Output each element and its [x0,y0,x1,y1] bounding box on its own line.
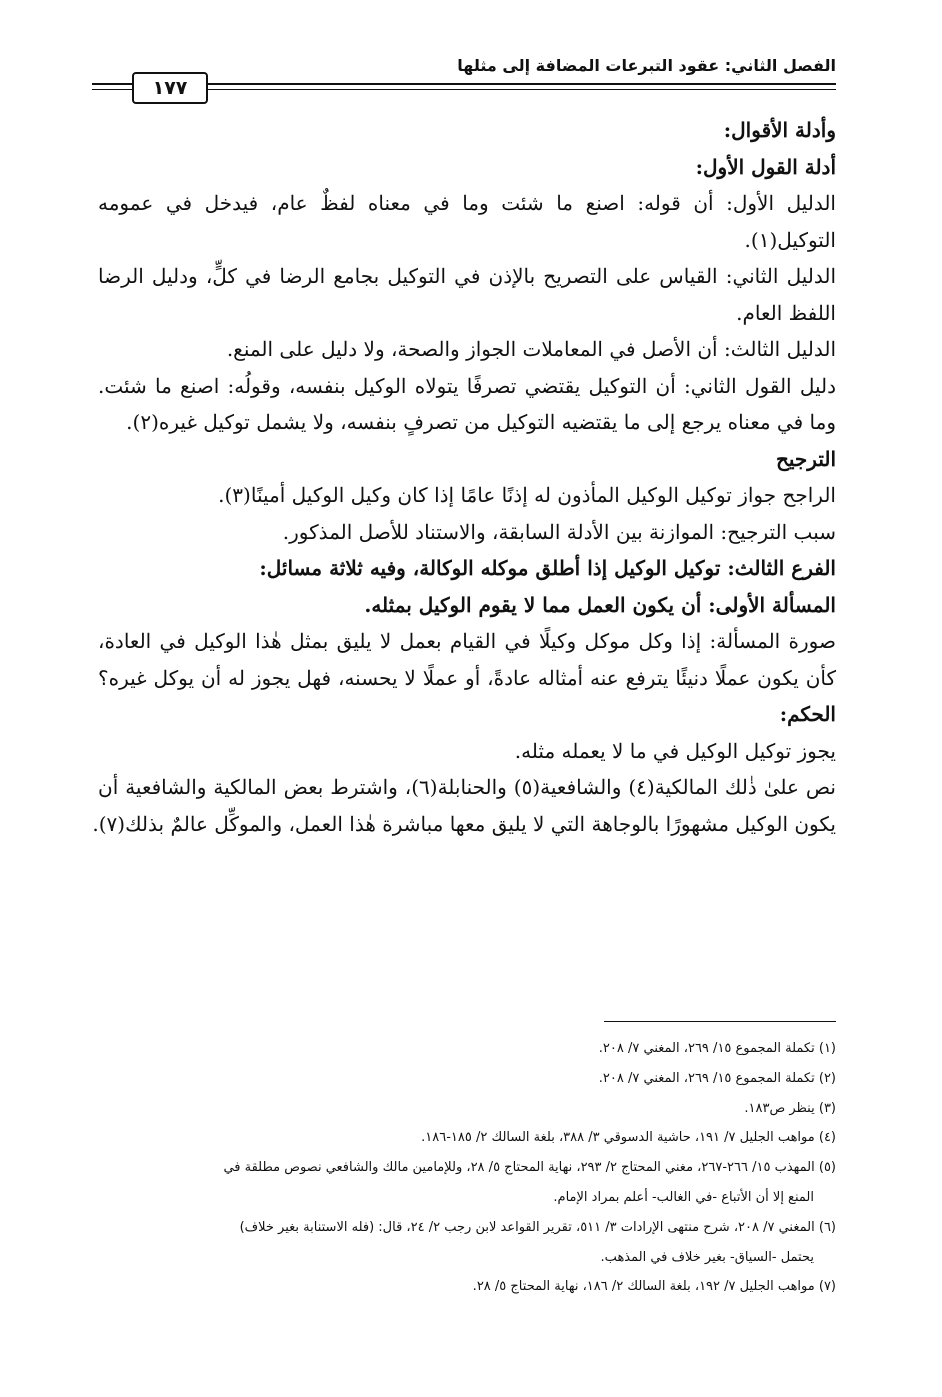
body-line: يكون الوكيل مشهورًا بالوجاهة التي لا يليق معها مباشرة هٰذا العمل، والموكِّل عالمٌ بذلك(٧). [92,811,836,836]
body-line: التوكيل(١). [744,227,836,252]
body-text [92,112,837,842]
footnote: (٤) مواهب الجليل ٧/ ١٩١، حاشية الدسوقي ٣/ ٣٨٨، بلغة السالك ٢/ ١٨٥-١٨٦. [421,1130,836,1146]
footnote: يحتمل -السياق- بغير خلاف في المذهب. [600,1249,814,1265]
running-header [92,52,836,102]
body-line: الدليل الثاني: القياس على التصريح بالإذن في التوكيل بجامع الرضا في كلٍّ، ودليل الرضا [98,264,836,288]
body-line: اللفظ العام. [736,300,836,325]
footnote: (١) تكملة المجموع ١٥/ ٢٦٩، المغني ٧/ ٢٠٨. [598,1041,836,1056]
body-line: الدليل الأول: أن قوله: اصنع ما شئت وما في معناه لفظٌ عام، فيدخل في عمومه [98,191,836,215]
body-line: الحكم: [779,702,836,726]
body-line: الراجح جواز توكيل الوكيل المأذون له إذنًا عامًا إذا كان وكيل الوكيل أمينًا(٣). [218,483,836,507]
footnote: المنع إلا أن الأتباع -في الغالب- أعلم بمراد الإمام. [553,1189,814,1205]
body-line: وما في معناه يرجع إلى ما يقتضيه التوكيل من تصرفٍ بنفسه، ولا يشمل توكيل غيره(٢). [126,410,836,434]
page-number: ١٧٧ [132,72,208,104]
footnote: (٣) ينظر ص١٨٣. [744,1100,836,1116]
body-line: كأن يكون عملًا دنيئًا يترفع عنه أمثاله عادةً، أو عملًا لا يحسنه، فهل يجوز له أن يوكل غيره؟ [98,665,836,690]
footnote: (٧) مواهب الجليل ٧/ ١٩٢، بلغة السالك ٢/ ١٨٦، نهاية المحتاج ٥/ ٢٨. [472,1279,836,1295]
body-line: دليل القول الثاني: أن التوكيل يقتضي تصرفًا يتولاه الوكيل بنفسه، وقولُه: اصنع ما شئت. [98,373,837,398]
footnote: (٥) المهذب ١٥/ ٢٦٦-٢٦٧، مغني المحتاج ٢/ ٢٩٣، نهاية المحتاج ٥/ ٢٨، وللإمامين مالك والشافعي نصوص مطلقة في [223,1160,836,1176]
body-line: سبب الترجيح: الموازنة بين الأدلة السابقة، والاستناد للأصل المذكور. [282,519,836,544]
footnote: (٢) تكملة المجموع ١٥/ ٢٦٩، المغني ٧/ ٢٠٨. [598,1070,836,1086]
body-line: المسألة الأولى: أن يكون العمل مما لا يقوم الوكيل بمثله. [364,592,836,617]
body-line: الترجيح [775,446,836,471]
footnote: (٦) المغني ٧/ ٢٠٨، شرح منتهى الإرادات ٣/ ٥١١، تقرير القواعد لابن رجب ٢/ ٢٤، قال: (فله الاستنابة بغير خلاف) [239,1219,836,1235]
body-line: نص علىٰ ذٰلك المالكية(٤) والشافعية(٥) والحنابلة(٦)، واشترط بعض المالكية والشافعية أن [98,775,836,799]
footnotes [98,1034,836,1302]
body-line: الدليل الثالث: أن الأصل في المعاملات الجواز والصحة، ولا دليل على المنع. [226,337,836,361]
body-line: الفرع الثالث: توكيل الوكيل إذا أطلق موكله الوكالة، وفيه ثلاثة مسائل: [259,556,836,580]
body-line: أدلة القول الأول: [695,154,836,179]
footnote-separator [604,1021,836,1022]
body-line: يجوز توكيل الوكيل في ما لا يعمله مثله. [514,738,836,763]
body-line: صورة المسألة: إذا وكل موكل وكيلًا في القيام بعمل لا يليق بمثل هٰذا الوكيل في العادة، [98,629,836,653]
body-line: وأدلة الأقوال: [723,118,836,142]
running-header-title: الفصل الثاني: عقود التبرعات المضافة إلى مثلها [457,56,836,75]
